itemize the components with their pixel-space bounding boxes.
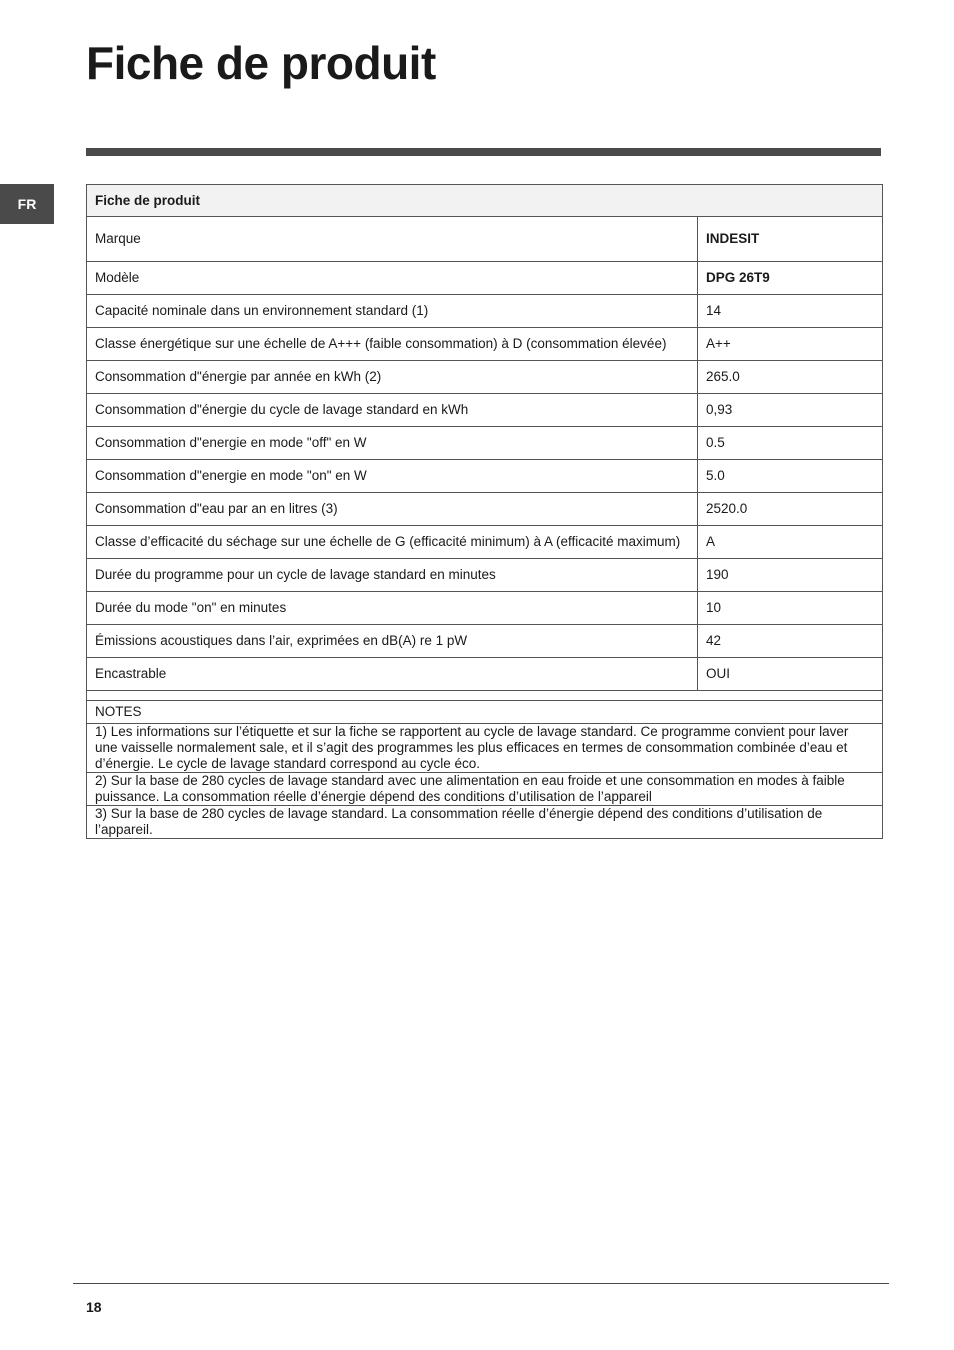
page-title: Fiche de produit xyxy=(86,37,436,89)
row-label: Consommation d"eau par an en litres (3) xyxy=(87,493,698,526)
row-label: Capacité nominale dans un environnement standard (1) xyxy=(87,295,698,328)
row-value: A++ xyxy=(698,328,883,361)
note-row xyxy=(87,724,883,773)
table-row xyxy=(87,493,883,526)
row-label: Durée du programme pour un cycle de lavage standard en minutes xyxy=(87,559,698,592)
table-row xyxy=(87,559,883,592)
table-row xyxy=(87,262,883,295)
row-label: Modèle xyxy=(87,262,698,295)
row-label: Consommation d"energie en mode "on" en W xyxy=(87,460,698,493)
note-text: 1) Les informations sur l’étiquette et sur la fiche se rapportent au cycle de lavage standard. Ce programme convient pour laver une vaisselle normalement sale, et il s’agit des programmes les plus efficaces en termes de consommation combinée d’eau et d’énergie. Le cycle de lavage standard correspond au cycle éco. xyxy=(87,724,883,773)
notes-title-row xyxy=(87,701,883,724)
row-value: 190 xyxy=(698,559,883,592)
note-row xyxy=(87,773,883,806)
row-value: A xyxy=(698,526,883,559)
table-row xyxy=(87,526,883,559)
row-value: DPG 26T9 xyxy=(698,262,883,295)
language-tab: FR xyxy=(0,184,54,224)
row-label: Classe d’efficacité du séchage sur une échelle de G (efficacité minimum) à A (efficacité maximum) xyxy=(87,526,698,559)
table-row xyxy=(87,625,883,658)
table-row xyxy=(87,394,883,427)
table-row xyxy=(87,460,883,493)
row-value: 2520.0 xyxy=(698,493,883,526)
row-label: Durée du mode "on" en minutes xyxy=(87,592,698,625)
row-label: Classe énergétique sur une échelle de A+++ (faible consommation) à D (consommation élevée) xyxy=(87,328,698,361)
row-value: OUI xyxy=(698,658,883,691)
row-value: 42 xyxy=(698,625,883,658)
table-spacer xyxy=(87,691,883,701)
spacer-cell xyxy=(87,691,883,701)
row-label: Consommation d"énergie du cycle de lavage standard en kWh xyxy=(87,394,698,427)
title-divider xyxy=(86,148,881,156)
row-value: 10 xyxy=(698,592,883,625)
row-value: 5.0 xyxy=(698,460,883,493)
table-row xyxy=(87,328,883,361)
row-value: 14 xyxy=(698,295,883,328)
row-value: 0,93 xyxy=(698,394,883,427)
notes-title: NOTES xyxy=(87,701,883,724)
table-row xyxy=(87,658,883,691)
row-value: 265.0 xyxy=(698,361,883,394)
row-value: INDESIT xyxy=(698,217,883,262)
row-label: Consommation d"energie en mode "off" en W xyxy=(87,427,698,460)
note-text: 3) Sur la base de 280 cycles de lavage standard. La consommation réelle d’énergie dépend des conditions d’utilisation de l’appareil. xyxy=(87,806,883,839)
table-row xyxy=(87,295,883,328)
row-label: Émissions acoustiques dans l’air, exprimées en dB(A) re 1 pW xyxy=(87,625,698,658)
row-label: Consommation d"énergie par année en kWh (2) xyxy=(87,361,698,394)
page-number: 18 xyxy=(86,1299,102,1315)
table-row xyxy=(87,592,883,625)
note-text: 2) Sur la base de 280 cycles de lavage standard avec une alimentation en eau froide et une consommation en modes à faible puissance. La consommation réelle d’énergie dépend des conditions d’utilisation de l’appareil xyxy=(87,773,883,806)
row-label: Marque xyxy=(87,217,698,262)
table-row xyxy=(87,427,883,460)
product-sheet-table xyxy=(86,184,883,839)
footer-divider xyxy=(73,1283,889,1284)
table-header-row xyxy=(87,185,883,217)
table-row xyxy=(87,217,883,262)
table-header: Fiche de produit xyxy=(87,185,883,217)
row-value: 0.5 xyxy=(698,427,883,460)
table-row xyxy=(87,361,883,394)
note-row xyxy=(87,806,883,839)
row-label: Encastrable xyxy=(87,658,698,691)
